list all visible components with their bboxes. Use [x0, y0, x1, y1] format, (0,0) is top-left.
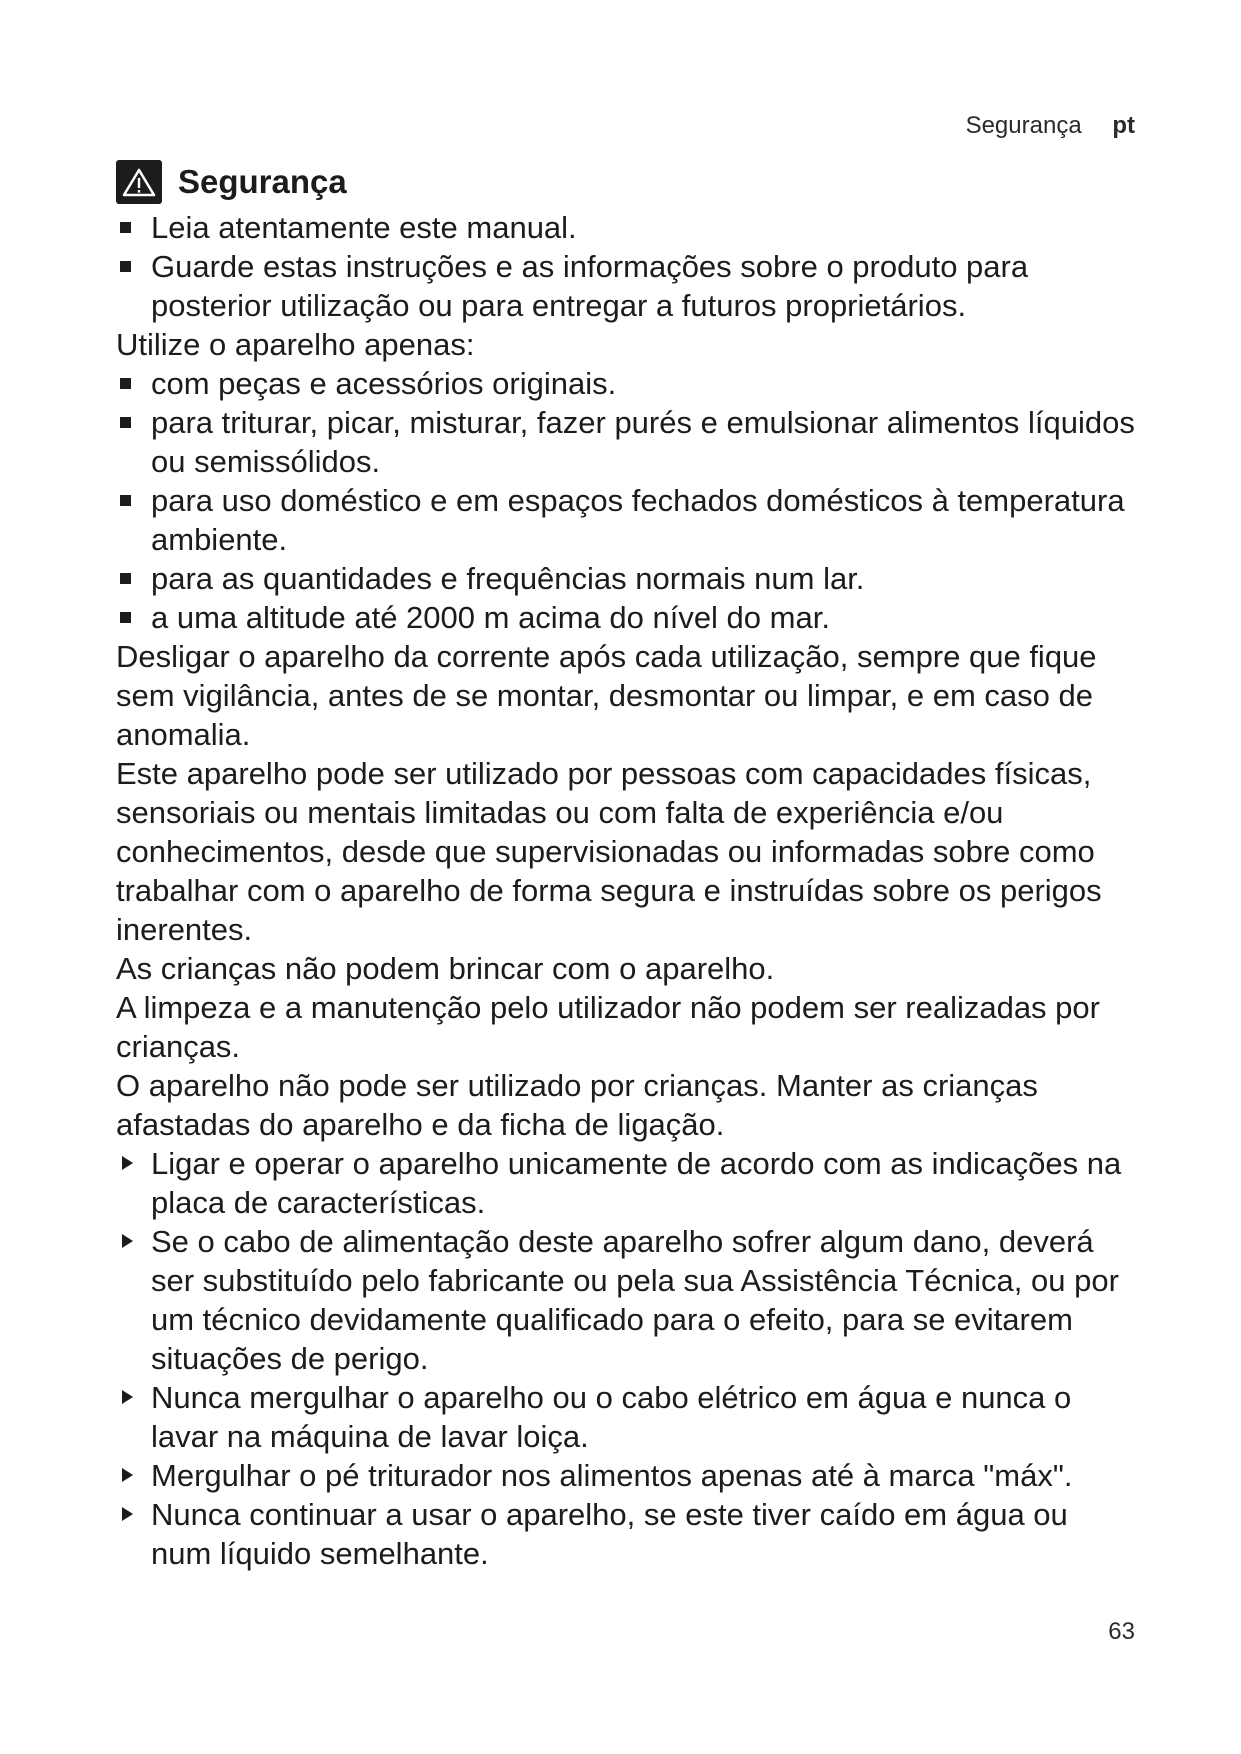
triangle-arrow-icon [122, 1156, 133, 1170]
action-item-text: Nunca mergulhar o aparelho ou o cabo elétrico em água e nunca o lavar na máquina de lavar loiça. [151, 1380, 1072, 1454]
action-item [116, 1378, 1136, 1456]
paragraph: O aparelho não pode ser utilizado por crianças. Manter as crianças afastadas do aparelho e da ficha de ligação. [116, 1068, 1038, 1142]
list-item-text: com peças e acessórios originais. [151, 366, 617, 401]
list-item-text: Guarde estas instruções e as informações sobre o produto para posterior utilização ou para entregar a futuros proprietários. [151, 249, 1029, 323]
square-bullet-icon [120, 417, 131, 428]
list-item [116, 403, 1136, 481]
square-bullet-icon [120, 222, 131, 233]
square-bullet-icon [120, 573, 131, 584]
section-title: Segurança [178, 163, 347, 200]
paragraph: As crianças não podem brincar com o aparelho. [116, 951, 775, 986]
triangle-arrow-icon [122, 1468, 133, 1482]
action-item [116, 1144, 1136, 1222]
action-item [116, 1495, 1136, 1573]
square-bullet-icon [120, 495, 131, 506]
list-item-text: a uma altitude até 2000 m acima do nível do mar. [151, 600, 830, 635]
header-section: Segurança [965, 112, 1082, 139]
triangle-arrow-icon [122, 1507, 133, 1521]
header-language: pt [1112, 112, 1135, 139]
action-item [116, 1456, 1136, 1495]
square-bullet-icon [120, 378, 131, 389]
usage-intro: Utilize o aparelho apenas: [116, 327, 475, 362]
list-item-text: para as quantidades e frequências normais num lar. [151, 561, 865, 596]
action-item-text: Se o cabo de alimentação deste aparelho sofrer algum dano, deverá ser substituído pelo fabricante ou pela sua Assistência Técnica, ou por um técnico devidamente qualificado para o efeito, para se evitarem situações de perigo. [151, 1224, 1119, 1376]
action-item [116, 1222, 1136, 1378]
triangle-arrow-icon [122, 1234, 133, 1248]
list-item [116, 247, 1136, 325]
action-item-text: Mergulhar o pé triturador nos alimentos apenas até à marca "máx". [151, 1458, 1073, 1493]
safety-content [116, 208, 1136, 1573]
square-bullet-icon [120, 261, 131, 272]
list-item [116, 598, 1136, 637]
triangle-arrow-icon [122, 1390, 133, 1404]
title-row [116, 160, 347, 204]
list-item [116, 208, 1136, 247]
action-item-text: Ligar e operar o aparelho unicamente de acordo com as indicações na placa de características. [151, 1146, 1122, 1220]
square-bullet-icon [120, 612, 131, 623]
list-item [116, 481, 1136, 559]
paragraph: Desligar o aparelho da corrente após cada utilização, sempre que fique sem vigilância, antes de se montar, desmontar ou limpar, e em caso de anomalia. [116, 639, 1097, 752]
list-item-text: Leia atentamente este manual. [151, 210, 577, 245]
list-item [116, 364, 1136, 403]
list-item-text: para triturar, picar, misturar, fazer purés e emulsionar alimentos líquidos ou semissólidos. [151, 405, 1135, 479]
running-header [966, 112, 1135, 140]
list-item-text: para uso doméstico e em espaços fechados domésticos à temperatura ambiente. [151, 483, 1125, 557]
page-number: 63 [1108, 1618, 1135, 1645]
paragraph: A limpeza e a manutenção pelo utilizador não podem ser realizadas por crianças. [116, 990, 1100, 1064]
action-item-text: Nunca continuar a usar o aparelho, se este tiver caído em água ou num líquido semelhante. [151, 1497, 1068, 1571]
warning-triangle-icon [116, 160, 162, 204]
list-item [116, 559, 1136, 598]
paragraph: Este aparelho pode ser utilizado por pessoas com capacidades físicas, sensoriais ou mentais limitadas ou com falta de experiência e/ou conhecimentos, desde que supervisionadas ou informadas sobre como trabalhar com o aparelho de forma segura e instruídas sobre os perigos inerentes. [116, 756, 1102, 947]
